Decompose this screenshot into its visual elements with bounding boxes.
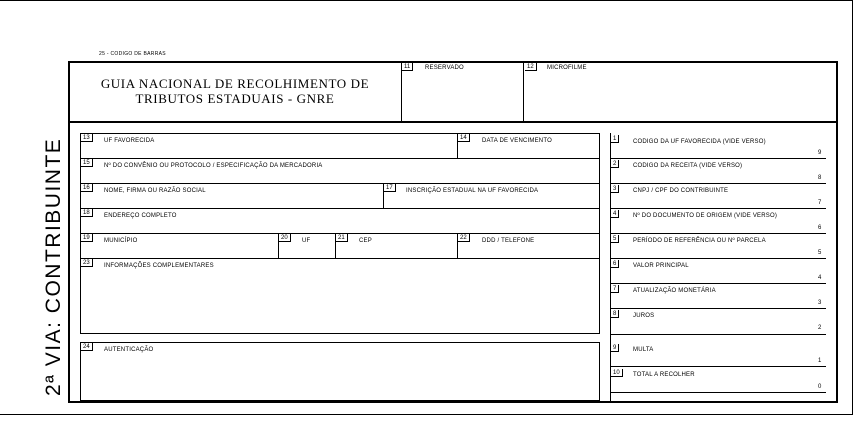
- field-8-number: 8: [611, 310, 619, 318]
- right-line-7: [610, 308, 826, 309]
- right-line-3: [610, 208, 826, 209]
- field-22-number: 22: [458, 234, 470, 242]
- left-row-line-1: [80, 158, 600, 159]
- field-5-number: 5: [611, 235, 619, 243]
- field-12-number: 12: [525, 63, 537, 71]
- left-row-line-2: [80, 183, 600, 184]
- field-19-number: 19: [81, 234, 93, 242]
- field-22-label: DDD / TELEFONE: [482, 238, 535, 244]
- field-13-number: 13: [81, 134, 93, 142]
- field-14-number: 14: [458, 134, 470, 142]
- field-17-number: 17: [384, 184, 396, 192]
- field-21-label: CEP: [359, 238, 372, 244]
- field-6-number: 6: [611, 260, 619, 268]
- right-line-6: [610, 283, 826, 284]
- field-23-number: 23: [81, 259, 93, 267]
- field-4-digit: 6: [818, 225, 822, 231]
- right-line-4: [610, 233, 826, 234]
- right-line-1: [610, 158, 826, 159]
- field-19-label: MUNICÍPIO: [104, 238, 138, 244]
- field-16-number: 16: [81, 184, 93, 192]
- right-line-8: [610, 334, 826, 335]
- field-24-label: AUTENTICAÇÃO: [104, 347, 154, 353]
- field-7-digit: 3: [818, 300, 822, 306]
- field-20-number: 20: [279, 234, 291, 242]
- field-11-label: RESERVADO: [425, 65, 464, 71]
- field-2-label: CODIGO DA RECEITA (VIDE VERSO): [633, 163, 743, 169]
- field-24-number: 24: [81, 343, 93, 351]
- field-11-number: 11: [402, 63, 413, 71]
- field-1-label: CODIGO DA UF FAVORECIDA (VIDE VERSO): [633, 139, 766, 145]
- field-4-label: Nº DO DOCUMENTO DE ORIGEM (VIDE VERSO): [633, 213, 778, 219]
- field-5-digit: 5: [818, 250, 822, 256]
- field-18-label: ENDEREÇO COMPLETO: [104, 213, 177, 219]
- header-sep-2: [523, 61, 524, 121]
- field-16-label: NOME, FIRMA OU RAZÃO SOCIAL: [104, 188, 206, 194]
- field-15-label: Nº DO CONVÊNIO OU PROTOCOLO / ESPECIFICAÇÃO DA MERCADORIA: [104, 163, 323, 169]
- field-15-number: 15: [81, 159, 93, 167]
- field-1-number: 1: [611, 135, 619, 143]
- field-12-label: MICROFILME: [547, 65, 587, 71]
- field-10-label: TOTAL A RECOLHER: [633, 372, 695, 378]
- via-label: 2ª VIA: CONTRIBUINTE: [42, 137, 65, 396]
- field-6-label: VALOR PRINCIPAL: [633, 263, 689, 269]
- field-7-label: ATUALIZAÇÃO MONETÁRIA: [633, 288, 716, 294]
- right-line-10: [610, 392, 826, 393]
- field-14-label: DATA DE VENCIMENTO: [482, 138, 552, 144]
- field-8-digit: 2: [818, 325, 822, 331]
- field-9-digit: 1: [818, 358, 822, 364]
- field-2-number: 2: [611, 160, 619, 168]
- form-title-line1: GUIA NACIONAL DE RECOLHIMENTO DE: [100, 76, 370, 91]
- autenticacao-box: [80, 342, 600, 401]
- field-3-digit: 7: [818, 200, 822, 206]
- field-17-label: INSCRIÇÃO ESTADUAL NA UF FAVORECIDA: [406, 188, 539, 194]
- field-2-digit: 8: [818, 175, 822, 181]
- barcode-label: 25 - CODIGO DE BARRAS: [99, 51, 166, 57]
- right-line-9: [610, 366, 826, 367]
- field-23-label: INFORMAÇÕES COMPLEMENTARES: [104, 263, 214, 269]
- field-9-number: 9: [611, 344, 619, 352]
- field-3-number: 3: [611, 185, 619, 193]
- header-divider: [68, 121, 838, 123]
- field-18-number: 18: [81, 209, 93, 217]
- field-4-number: 4: [611, 210, 619, 218]
- field-9-label: MULTA: [633, 347, 654, 353]
- field-1-digit: 9: [818, 150, 822, 156]
- field-7-number: 7: [611, 285, 619, 293]
- field-8-label: JUROS: [633, 313, 655, 319]
- field-10-digit: 0: [818, 384, 822, 390]
- field-3-label: CNPJ / CPF DO CONTRIBUINTE: [633, 188, 729, 194]
- left-row-line-3: [80, 208, 600, 209]
- left-row-line-5: [80, 258, 600, 259]
- right-line-2: [610, 183, 826, 184]
- field-13-label: UF FAVORECIDA: [104, 138, 155, 144]
- field-10-number: 10: [611, 369, 623, 377]
- field-6-digit: 4: [818, 275, 822, 281]
- form-title-line2: TRIBUTOS ESTADUAIS - GNRE: [135, 91, 335, 106]
- field-5-label: PERÍODO DE REFERÊNCIA OU Nº PARCELA: [633, 238, 766, 244]
- right-line-5: [610, 258, 826, 259]
- field-21-number: 21: [336, 234, 348, 242]
- field-20-label: UF: [302, 238, 311, 244]
